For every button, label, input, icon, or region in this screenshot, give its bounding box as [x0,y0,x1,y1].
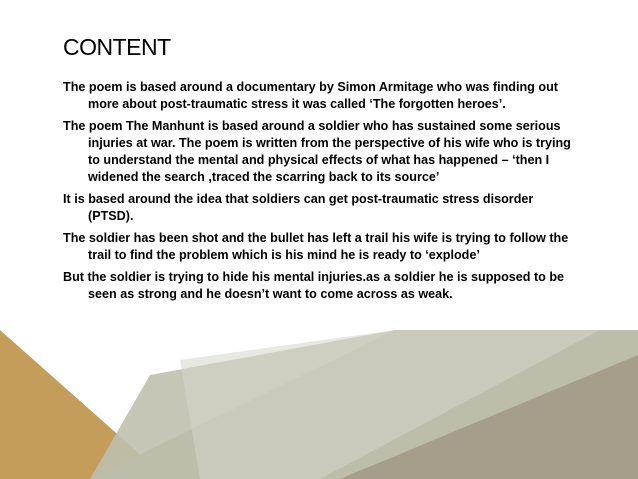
paragraph-documentary: The poem is based around a documentary by Simon Armitage who was finding out more about post-traumatic stress it was called ‘The forgotten heroes’. [63,80,558,111]
paragraph-bullet-trail: The soldier has been shot and the bullet has left a trail his wife is trying to follow the trail to find the problem which is his mind he is ready to ‘explode’ [63,231,569,262]
paragraph-hidden-injuries: But the soldier is trying to hide his mental injuries.as a soldier he is supposed to be seen as strong and he doesn’t want to come across as weak. [63,270,565,301]
content-list [63,79,581,308]
paragraph-ptsd: It is based around the idea that soldiers can get post-traumatic stress disorder (PTSD). [63,192,534,223]
slide-title: CONTENT [63,34,171,60]
paragraph-manhunt: The poem The Manhunt is based around a soldier who has sustained some serious injuries at war. The poem is written from the perspective of his wife who is trying to understand the mental and physical effects of what has happened – ‘then I widened the search ,traced the scarring back to its source’ [63,119,571,184]
